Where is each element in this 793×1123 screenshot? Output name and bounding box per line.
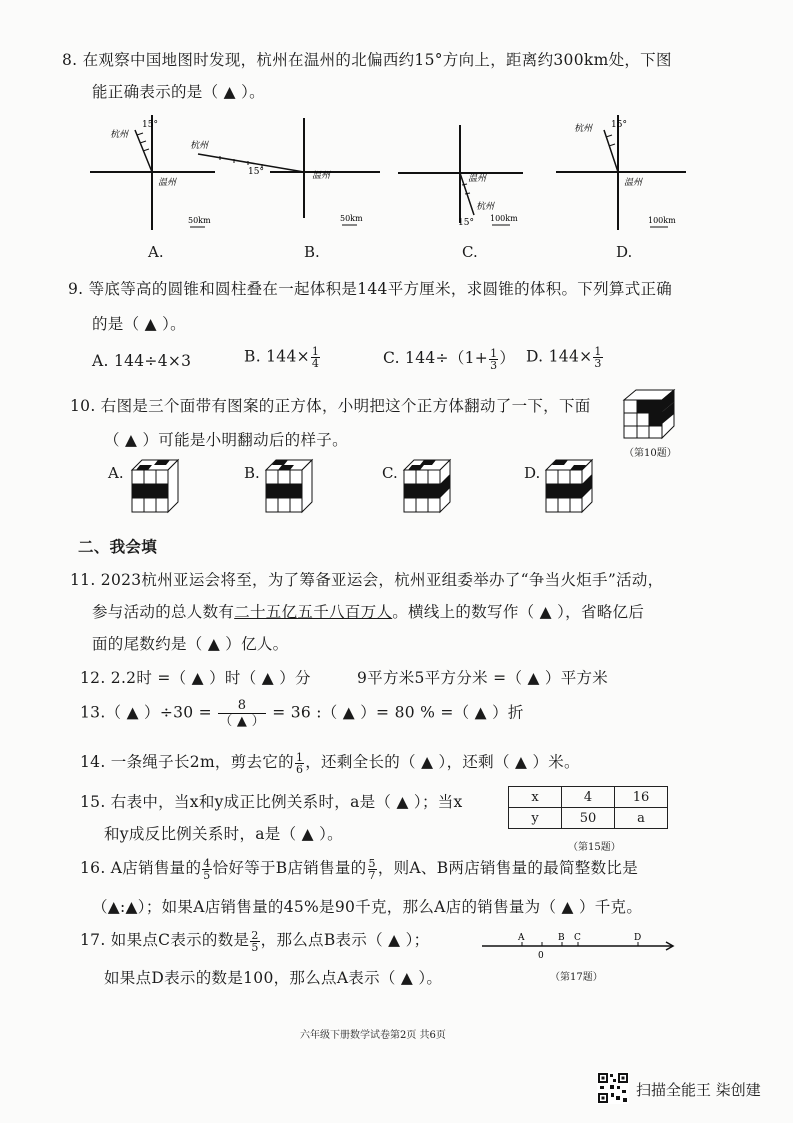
q16-line2: （▲:▲）；如果A店销售量的45%是90千克，那么A店的销售量为（ ▲ ）千克。 — [92, 898, 643, 916]
q9-line1: 9. 等底等高的圆锥和圆柱叠在一起体积是144平方厘米，求圆锥的体积。下列算式正确 — [68, 280, 673, 298]
q10-cube-c — [402, 458, 452, 514]
table-cell: a — [615, 808, 668, 829]
city-b-label: 温州 — [468, 174, 487, 184]
table-cell: 16 — [615, 787, 668, 808]
q17-line1: 17. 如果点C表示的数是 $\frac{2}{5}$ ，那么点B表示（ ▲ ）； — [80, 928, 430, 954]
q8-line1: 8. 在观察中国地图时发现，杭州在温州的北偏西约15°方向上，距离约300km处，下图 — [62, 51, 672, 69]
q8-option-c: C. — [462, 243, 478, 261]
table-row — [509, 787, 668, 808]
section-heading: 二、我会填 — [78, 537, 158, 556]
angle-label: 15° — [142, 120, 158, 130]
q8-diagram-c — [398, 125, 528, 235]
q11-line2: 参与活动的总人数有二十五亿五千八百万人。横线上的数写作（ ▲ ），省略亿后 — [92, 603, 645, 621]
zero-label: 0 — [538, 951, 544, 961]
q12-part2: 9平方米5平方分米 =（ ▲ ）平方米 — [357, 669, 609, 687]
table-cell: 4 — [562, 787, 615, 808]
point-d-label: D — [634, 933, 642, 943]
q10-option-a-label: A. — [108, 464, 124, 482]
qr-code-icon — [597, 1072, 629, 1104]
q15-line2: 和y成反比例关系时，a是（ ▲ ）。 — [104, 825, 343, 843]
scale-label: 100km — [648, 216, 676, 225]
table-cell: x — [509, 787, 562, 808]
table-row — [509, 808, 668, 829]
city-a-label: 杭州 — [110, 130, 129, 140]
table-cell: y — [509, 808, 562, 829]
watermark-text: 扫描全能王 柒创建 — [636, 1081, 761, 1099]
q8-option-d: D. — [616, 243, 633, 261]
q9-option-b: B. 144× $\frac{1}{4}$ — [244, 345, 320, 370]
q8-option-a: A. — [148, 243, 164, 261]
q14-line: 14. 一条绳子长2m，剪去它的 $\frac{1}{6}$ ，还剩全长的（ ▲ ），还剩（ ▲ ）米。 — [80, 750, 580, 776]
table-cell: 50 — [562, 808, 615, 829]
q10-option-c-label: C. — [382, 464, 398, 482]
point-b-label: B — [558, 933, 565, 943]
q10-option-b-label: B. — [244, 464, 260, 482]
point-c-label: C — [574, 933, 581, 943]
q9-line2: 的是（ ▲ ）。 — [92, 315, 186, 333]
q10-cube-b — [264, 458, 314, 514]
city-b-label: 温州 — [624, 178, 643, 188]
q9-option-c: C. 144÷（1+ $\frac{1}{3}$ ） — [383, 346, 516, 372]
q15-line1: 15. 右表中，当x和y成正比例关系时，a是（ ▲ ）；当x — [80, 793, 463, 811]
q8-line2: 能正确表示的是（ ▲ ）。 — [92, 83, 265, 101]
point-a-label: A — [518, 933, 525, 943]
q8-option-b: B. — [304, 243, 320, 261]
page-footer: 六年级下册数学试卷第2页 共6页 — [300, 1030, 446, 1041]
city-b-label: 温州 — [158, 178, 177, 188]
q17-line2: 如果点D表示的数是100，那么点A表示（ ▲ ）。 — [104, 969, 443, 987]
city-a-label: 杭州 — [476, 202, 495, 212]
q10-cube-a — [130, 458, 180, 514]
angle-label: 15° — [458, 218, 474, 228]
q9-option-d: D. 144× $\frac{1}{3}$ — [526, 345, 602, 370]
scale-label: 100km — [490, 214, 518, 223]
city-a-label: 杭州 — [574, 124, 593, 134]
q15-table — [508, 786, 668, 829]
q9-option-a: A. 144÷4×3 — [92, 352, 192, 370]
angle-label: 15° — [611, 120, 627, 130]
scale-label: 50km — [340, 214, 363, 223]
q11-line1: 11. 2023杭州亚运会将至，为了筹备亚运会，杭州亚组委举办了“争当火炬手”活动， — [70, 571, 664, 589]
city-b-label: 温州 — [312, 171, 331, 181]
scale-label: 50km — [188, 216, 211, 225]
q10-caption: （第10题） — [624, 448, 677, 459]
city-a-label: 杭州 — [190, 141, 209, 151]
q13-line: 13.（ ▲ ）÷30 = $\frac{8}{( ▲ )}$ = 36 :（ ▲ ）= 80 % =（ ▲ ）折 — [80, 698, 524, 729]
q10-option-d-label: D. — [524, 464, 541, 482]
angle-label: 15° — [248, 167, 264, 177]
q10-line1: 10. 右图是三个面带有图案的正方体，小明把这个正方体翻动了一下，下面 — [70, 397, 591, 415]
q10-reference-cube — [618, 386, 678, 441]
q11-line3: 面的尾数约是（ ▲ ）亿人。 — [92, 635, 289, 653]
q16-line1: 16. A店销售量的 $\frac{4}{5}$ 恰好等于B店销售量的 $\frac{5}{7}$ ，则A、B两店销售量的最简整数比是 — [80, 856, 638, 882]
q12-part1: 12. 2.2时 =（ ▲ ）时（ ▲ ）分 — [80, 669, 311, 687]
q15-caption: （第15题） — [568, 842, 621, 853]
q17-caption: （第17题） — [550, 972, 603, 983]
q8-diagram-d — [556, 115, 696, 235]
q10-line2: （ ▲ ）可能是小明翻动后的样子。 — [104, 431, 348, 449]
q10-cube-d — [544, 458, 594, 514]
q17-number-line — [478, 930, 678, 966]
q8-diagram-b — [190, 118, 390, 238]
